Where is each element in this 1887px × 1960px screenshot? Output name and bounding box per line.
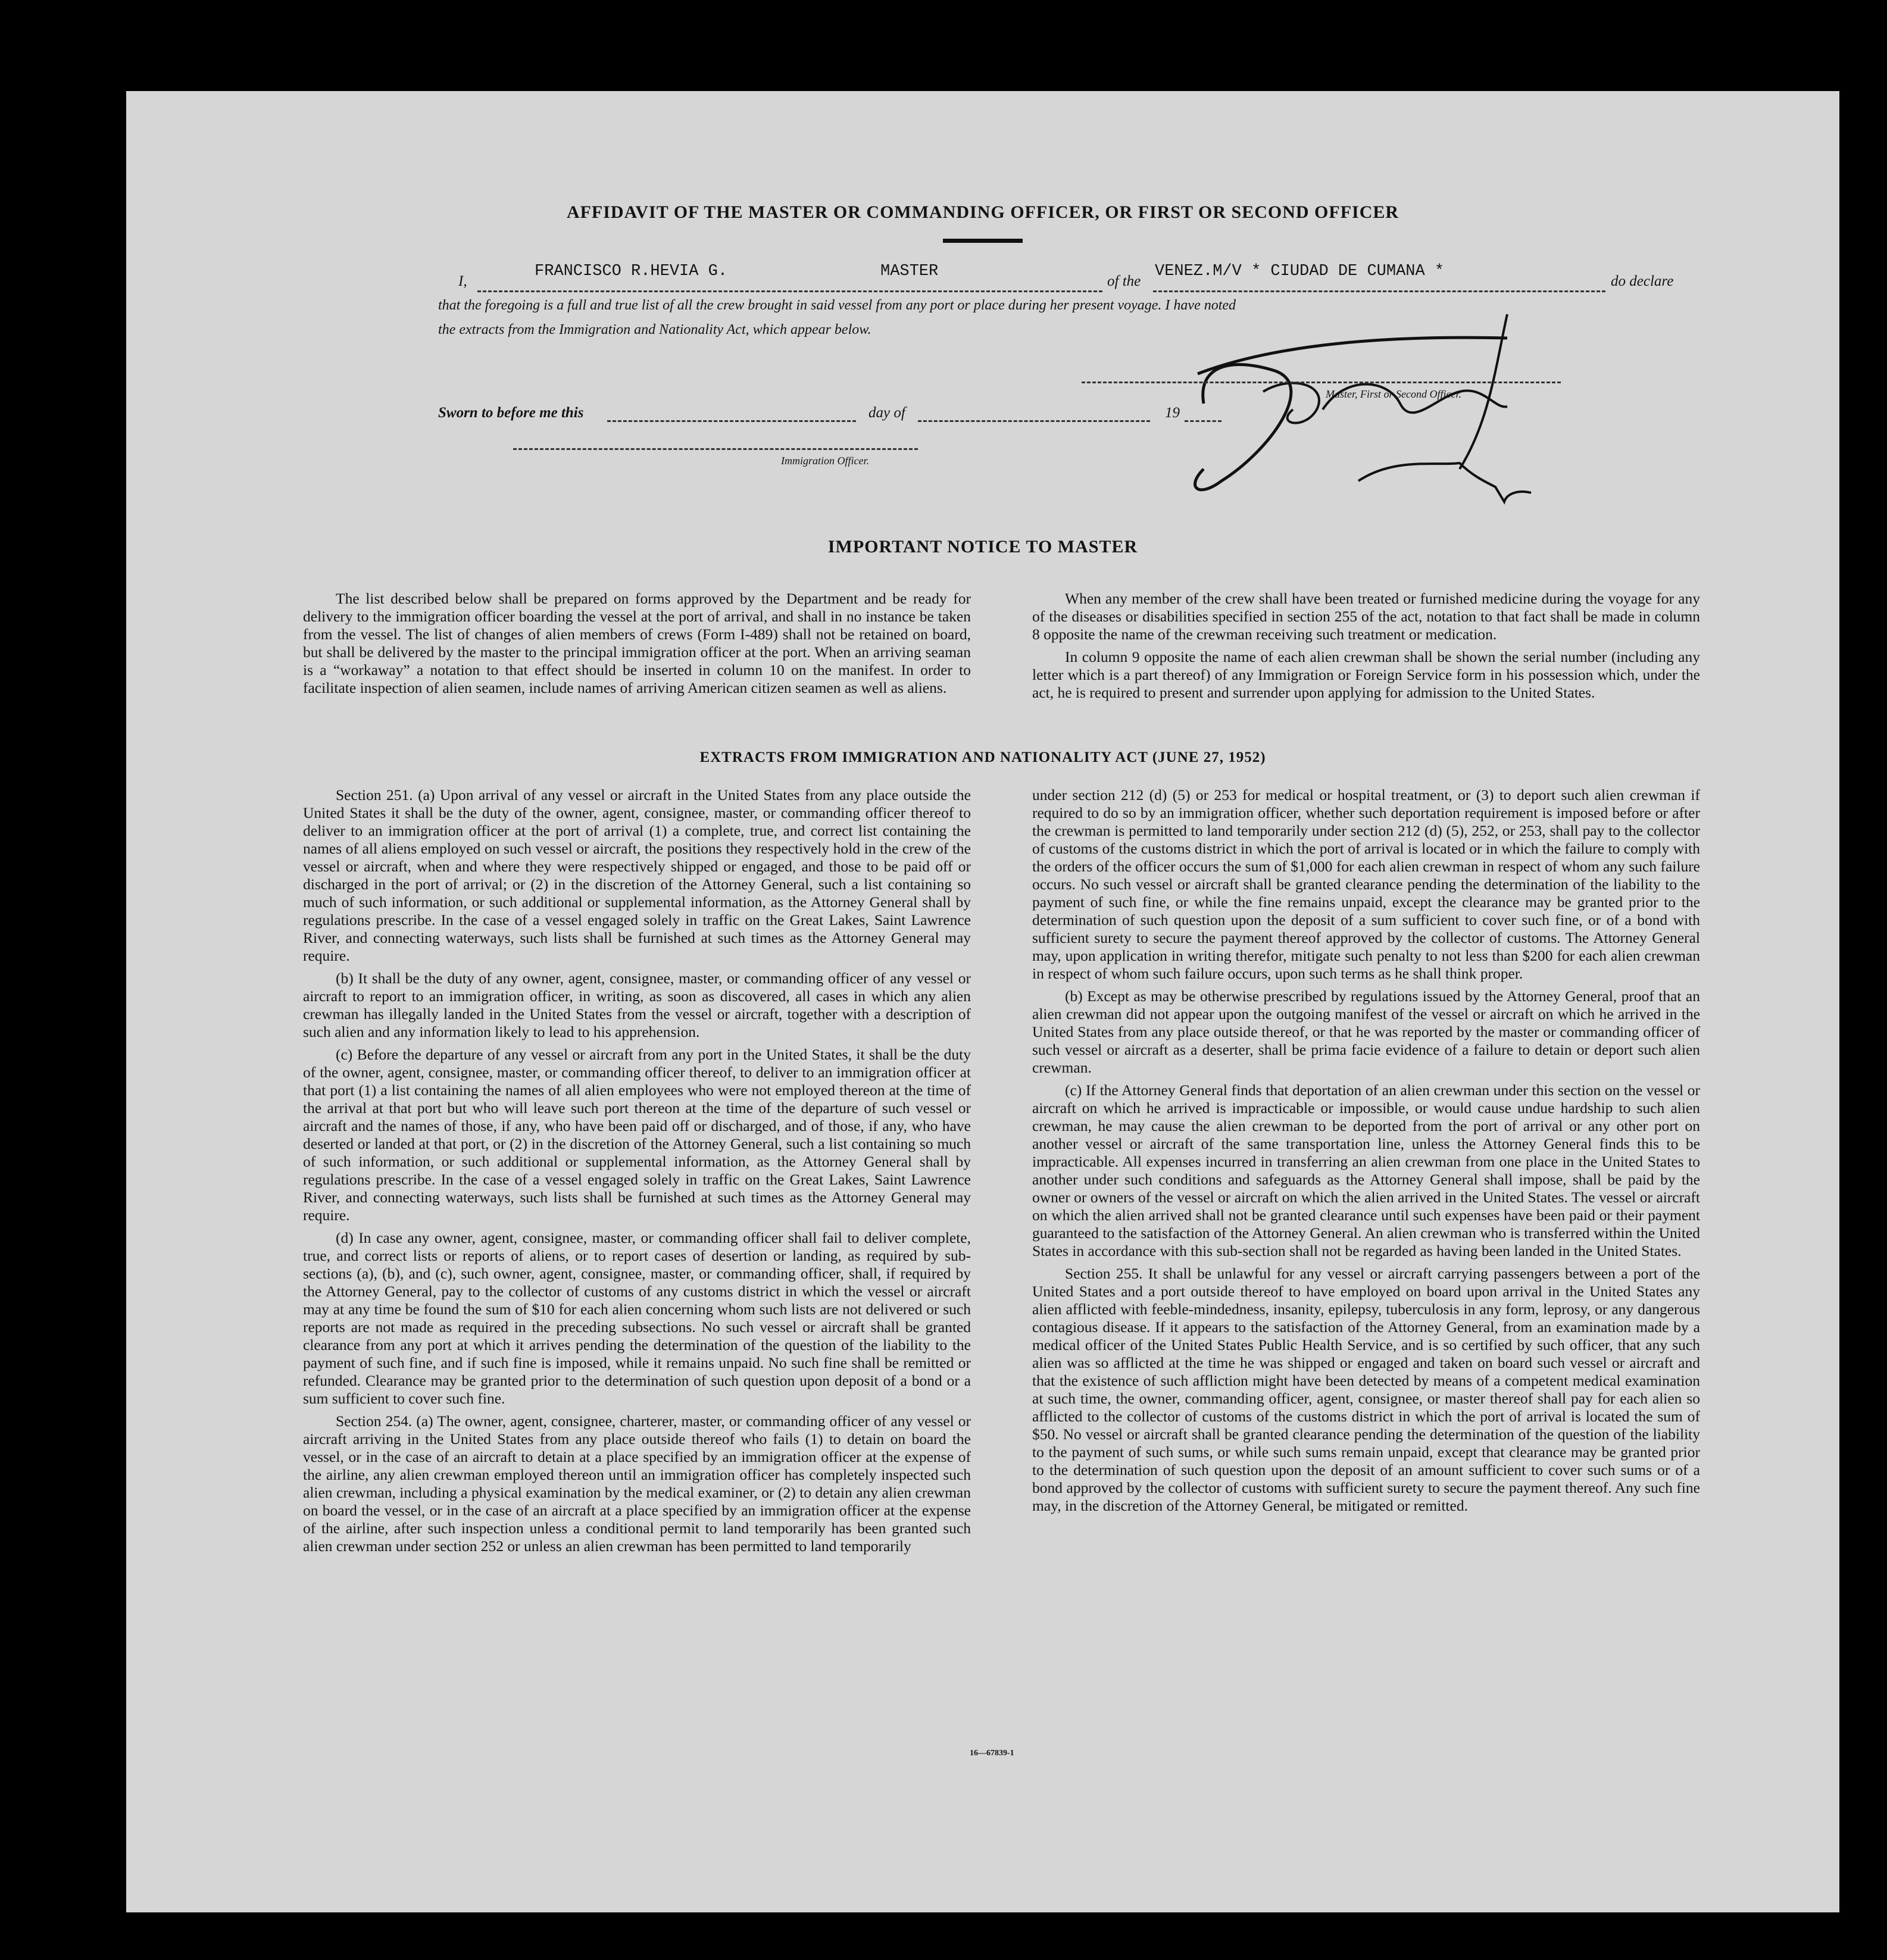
master-signature	[1079, 302, 1662, 540]
day-of-label: day of	[868, 405, 905, 421]
extracts-right-column	[1032, 786, 1700, 1520]
section-251d: (d) In case any owner, agent, consignee, master, or commanding officer shall fail to deliver complete, true, and correct lists or reports of aliens, or to report cases of desertion or landing, as required by sub-sections (a), (b), and (c), such owner, agent, consignee, master, or commanding officer, shall, if required by the Attorney General, pay to the collector of customs of any customs district in which the vessel or aircraft may at any time be found the sum of $10 for each alien concerning whom such lists are not delivered or such reports are not made as required in the preceding subsections. No such vessel or aircraft shall be granted clearance from any port at which it arrives pending the determination of the question of the liability to the payment of such fine, and if such fine is imposed, while it remains unpaid. No such fine shall be remitted or refunded. Clearance may be granted prior to the determination of such question upon deposit of a bond or a sum sufficient to cover such fine.	[303, 1229, 971, 1407]
signer-caption: Master, First or Second Officer.	[1326, 388, 1461, 400]
extracts-title: EXTRACTS FROM IMMIGRATION AND NATIONALITY ACT (JUNE 27, 1952)	[699, 749, 1266, 765]
of-the-label: of the	[1107, 273, 1141, 289]
title-rule	[943, 239, 1023, 243]
sworn-label: Sworn to before me this	[438, 405, 584, 421]
form-page	[126, 91, 1839, 1912]
section-254c: (c) If the Attorney General finds that deportation of an alien crewman under this section on the vessel or aircraft on which he arrived is impracticable or impossible, or would cause undue hardship to such alien crewman, he may cause the alien crewman to be deported from the port of arrival or any other port on another vessel or aircraft of the same transportation line, unless the Attorney General finds this to be impracticable. All expenses incurred in transferring an alien crewman from one place in the United States to another under such conditions and safeguards as the Attorney General shall impose, shall be paid by the owner or owners of the vessel or aircraft on which the alien arrived in the United States. The vessel or aircraft on which the alien arrived shall not be granted clearance until such expenses have been paid or their payment guaranteed to the satisfaction of the Attorney General. An alien crewman who is transferred within the United States in accordance with this sub-section shall not be regarded as having been landed in the United States.	[1032, 1081, 1700, 1259]
sworn-day-line	[607, 420, 856, 422]
i-label: I,	[458, 273, 467, 289]
affidavit-title: AFFIDAVIT OF THE MASTER OR COMMANDING OFFICER, OR FIRST OR SECOND OFFICER	[566, 202, 1399, 222]
section-251b: (b) It shall be the duty of any owner, agent, consignee, master, or commanding officer of any vessel or aircraft to report to an immigration officer, in writing, as soon as discovered, all cases in which any alien crewman has illegally landed in the United States from the vessel or aircraft, together with a description of such alien and any information likely to lead to his apprehension.	[303, 970, 971, 1040]
section-254a-part-1: Section 254. (a) The owner, agent, consignee, charterer, master, or commanding officer of any vessel or aircraft arriving in the United States from any place outside thereof who fails (1) to detain on board the vessel, or in the case of an aircraft to detain at a place specified by an immigration officer at the expense of the airline, any alien crewman employed thereon until an immigration officer has completely inspected such alien crewman, including a physical examination by the medical examiner, or (2) to detain any alien crewman on board the vessel, or in the case of an aircraft at a place specified by an immigration officer at the expense of the airline, after such inspection unless a conditional permit to land temporarily has been granted such alien crewman under section 252 or unless an alien crewman has been permitted to land temporarily	[303, 1412, 971, 1555]
extracts-left-column	[303, 786, 971, 1560]
vessel-line	[1153, 290, 1605, 292]
notice-right-text-1: When any member of the crew shall have been treated or furnished medicine during the voyage for any of the diseases or disabilities specified in section 255 of the act, notation to that fact shall be made in column 8 opposite the name of the crewman receiving such treatment or medication.	[1032, 590, 1700, 643]
master-rank: MASTER	[880, 262, 939, 280]
sworn-month-line	[918, 420, 1150, 422]
sworn-year-line	[1185, 420, 1221, 422]
immigration-officer-caption: Immigration Officer.	[781, 455, 869, 467]
notice-right-text-2: In column 9 opposite the name of each alien crewman shall be shown the serial number (including any letter which is a part thereof) of any Immigration or Foreign Service form in his possession which, under the act, he is required to present and surrender upon applying for admission to the United States.	[1032, 648, 1700, 701]
section-254b: (b) Except as may be otherwise prescribed by regulations issued by the Attorney General, proof that an alien crewman did not appear upon the outgoing manifest of the vessel or aircraft on which he arrived in the United States from any place outside thereof, or that he was reported by the master or commanding officer of such vessel or aircraft as a deserter, shall be prima facie evidence of a failure to detain or deport such alien crewman.	[1032, 987, 1700, 1076]
immigration-officer-line	[513, 448, 918, 450]
declaration-line-1: that the foregoing is a full and true list of all the crew brought in said vessel from any port or place during her present voyage. I have noted	[438, 298, 1236, 313]
name-line	[477, 290, 1102, 292]
notice-title: IMPORTANT NOTICE TO MASTER	[827, 537, 1138, 557]
notice-left-text: The list described below shall be prepared on forms approved by the Department and be ready for delivery to the immigration officer boarding the vessel at the port of arrival, and shall in no instance be taken from the vessel. The list of changes of alien members of crews (Form I-489) shall not be retained on board, but shall be delivered by the master to the principal immigration officer at the port. When an arriving seaman is a “workaway” a notation to that effect should be inserted in column 10 on the manifest. In order to facilitate inspection of alien seamen, include names of arriving American citizen seamen as well as aliens.	[303, 590, 971, 696]
vessel-name: VENEZ.M/V * CIUDAD DE CUMANA *	[1155, 262, 1445, 280]
section-251a: Section 251. (a) Upon arrival of any vessel or aircraft in the United States from any place outside the United States it shall be the duty of the owner, agent, consignee, master, or commanding officer thereof to deliver to an immigration officer at the port of arrival (1) a complete, true, and correct list containing the names of all aliens employed on such vessel or aircraft, the positions they respectively hold in the crew of the vessel or aircraft, when and where they were respectively shipped or engaged, and those to be paid off or discharged in the port of arrival; or (2) in the discretion of the Attorney General, such a list containing so much of such information, or such additional or supplemental information, as the Attorney General shall by regulations prescribe. In the case of a vessel engaged solely in traffic on the Great Lakes, Saint Lawrence River, and connecting waterways, such lists shall be furnished at such times as the Attorney General may require.	[303, 786, 971, 964]
notice-right-column	[1032, 590, 1700, 707]
section-251c: (c) Before the departure of any vessel or aircraft from any port in the United States, it shall be the duty of the owner, agent, consignee, master, or commanding officer thereof, to deliver to an immigration officer at that port (1) a list containing the names of all alien employees who were not employed thereon at the time of the arrival at that port but who will leave such port thereon at the time of the departure of such vessel or aircraft and the names of those, if any, who have been paid off or discharged, and of those, if any, who have deserted or landed at that port, or (2) in the discretion of the Attorney General, such a list containing so much of such information, or such additional or supplemental information, as the Attorney General shall by regulations prescribe. In the case of a vessel engaged solely in traffic on the Great Lakes, Saint Lawrence River, and connecting waterways, such lists shall be furnished at such times as the Attorney General may require.	[303, 1046, 971, 1224]
notice-left-column	[303, 590, 971, 702]
section-254a-part-2: under section 212 (d) (5) or 253 for medical or hospital treatment, or (3) to deport such alien crewman if required to do so by an immigration officer, whether such deportation requirement is imposed before or after the crewman is permitted to land temporarily under section 212 (d) (5), 252, or 253, shall pay to the collector of customs of the customs district in which the port of arrival is located or in which the failure to comply with the orders of the officer occurs the sum of $1,000 for each alien crewman in respect of whom any such failure occurs. No such vessel or aircraft shall be granted clearance pending the determination of the liability to the payment of such fine, or while the fine remains unpaid, except the clearance may be granted prior to the determination of such question upon the deposit of a sum sufficient to cover such fine, or of a bond with sufficient surety to secure the payment thereof approved by the collector of customs. The Attorney General may, upon application in writing therefor, mitigate such penalty to not less than $200 for each alien crewman in respect of whom such failure occurs, upon such terms as he shall think proper.	[1032, 786, 1700, 982]
year-prefix: 19	[1165, 405, 1180, 421]
master-name: FRANCISCO R.HEVIA G.	[535, 262, 728, 280]
signature-line	[1082, 382, 1561, 383]
section-255: Section 255. It shall be unlawful for any vessel or aircraft carrying passengers between a port of the United States and a port outside thereof to have employed on board upon arrival in the United States any alien afflicted with feeble-mindedness, insanity, epilepsy, tuberculosis in any form, leprosy, or any dangerous contagious disease. If it appears to the satisfaction of the Attorney General, from an examination made by a medical officer of the United States Public Health Service, and is so certified by such officer, that any such alien was so afflicted at the time he was shipped or engaged and taken on board such vessel or aircraft and that the existence of such affliction might have been detected by means of a competent medical examination at such time, the owner, commanding officer, agent, consignee, or master thereof shall pay for each alien so afflicted to the collector of customs of the customs district in which the port of arrival is located the sum of $50. No vessel or aircraft shall be granted clearance pending the determination of the question of the liability to the payment of such sums, or while such sums remain unpaid, except that clearance may be granted prior to the determination of such question upon the deposit of an amount sufficient to cover such sums or of a bond approved by the collector of customs with sufficient surety to secure the payment thereof. Any such fine may, in the discretion of the Attorney General, be mitigated or remitted.	[1032, 1265, 1700, 1514]
form-number: 16—67839-1	[970, 1749, 1014, 1758]
declaration-line-2: the extracts from the Immigration and Nationality Act, which appear below.	[438, 322, 871, 337]
do-declare-label: do declare	[1611, 273, 1674, 289]
